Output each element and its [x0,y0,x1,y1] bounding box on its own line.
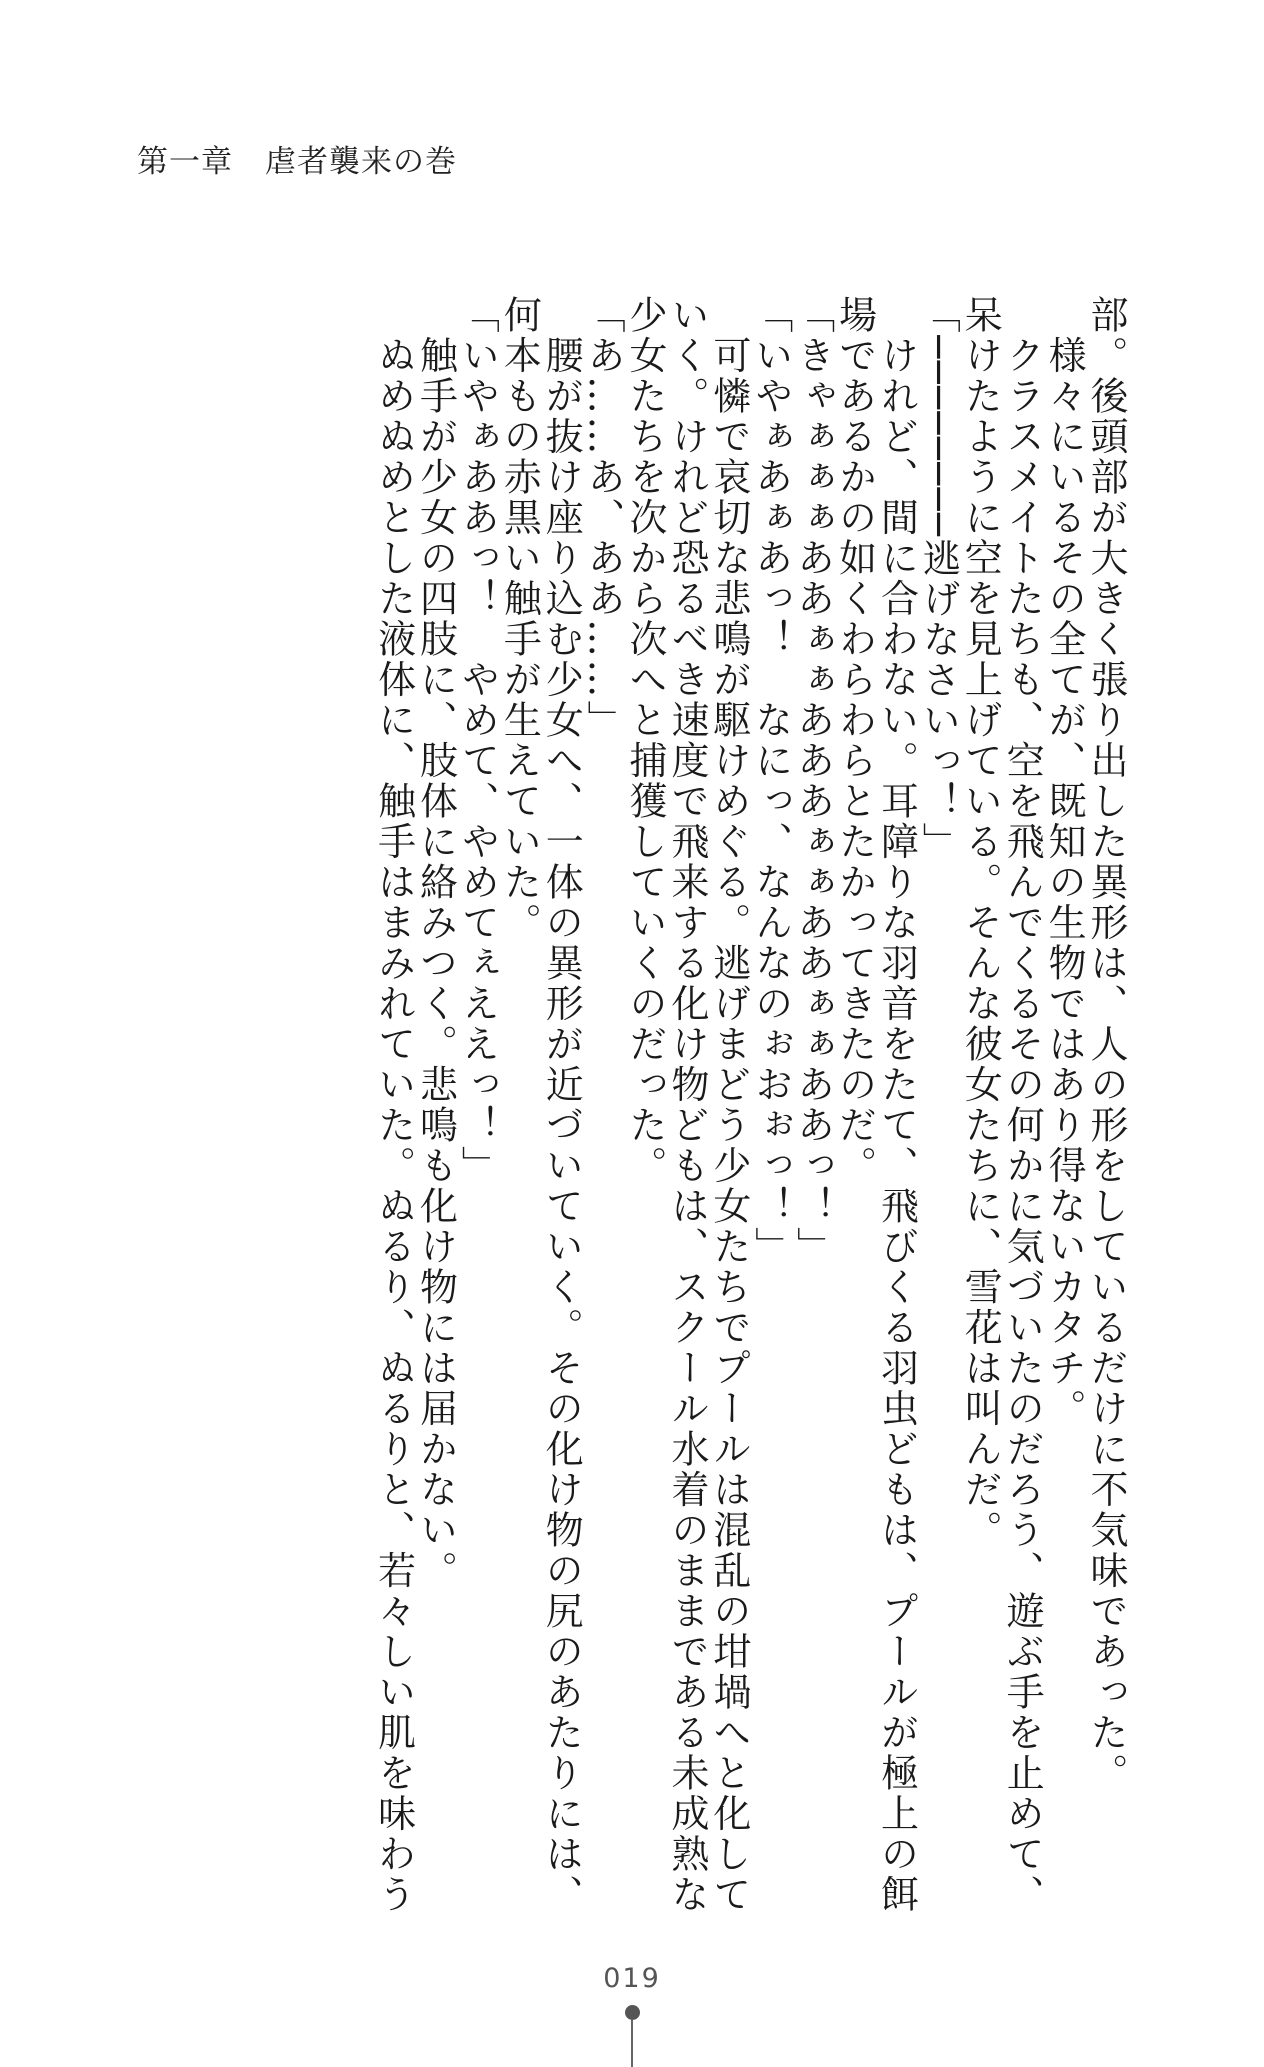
folio-dot [625,2005,640,2020]
text-line: 「いやぁああっ！ やめて、やめてぇええっ！」 [455,295,500,1186]
text-line: 何本もの赤黒い触手が生えていた。 [497,295,542,943]
text-line: いく。けれど恐るべき速度で飛来する化け物どもは、スクール水着のままである未成熟な [664,295,709,1915]
text-line: クラスメイトたちも、空を飛んでくるその何かに気づいたのだろう、遊ぶ手を止めて、 [1000,295,1045,1915]
text-line: 少女たちを次から次へと捕獲していくのだった。 [623,295,668,1186]
text-line: けれど、間に合わない。耳障りな羽音をたて、飛びくる羽虫どもは、プールが極上の餌 [874,295,919,1915]
text-line: ぬめぬめとした液体に、触手はまみれていた。ぬるり、ぬるりと、若々しい肌を味わう [371,295,416,1915]
text-line: 場であるかの如くわらわらとたかってきたのだ。 [832,295,877,1186]
text-line: 「────────逃げなさいっ！」 [916,295,961,863]
text-line: 可憐で哀切な悲鳴が駆けめぐる。逃げまどう少女たちでプールは混乱の坩堝へと化して [706,295,751,1915]
running-head: 第一章 虐者襲来の巻 [137,144,457,180]
text-line: 様々にいるその全てが、既知の生物ではあり得ないカタチ。 [1042,295,1087,1429]
text-line: 呆けたように空を見上げている。そんな彼女たちに、雪花は叫んだ。 [958,295,1003,1551]
text-line: 触手が少女の四肢に、肢体に絡みつく。悲鳴も化け物には届かない。 [413,295,458,1591]
page-number: 019 [603,1963,661,1994]
body-text [136,295,1128,1915]
text-line: 「あ……あ、ああ……」 [581,295,626,741]
text-line: 腰が抜け座り込む少女へ、一体の異形が近づいていく。その化け物の尻のあたりには、 [539,295,584,1915]
folio-rule [631,2019,633,2067]
text-line: 「きゃぁぁぁああぁぁあああぁぁああぁぁああっ！」 [790,295,835,1267]
text-line: 部。後頭部が大きく張り出した異形は、人の形をしているだけに不気味であった。 [1084,295,1128,1794]
text-line: 「いやぁあぁあっ！ なにっ、なんなのぉおぉっ！」 [748,295,793,1267]
